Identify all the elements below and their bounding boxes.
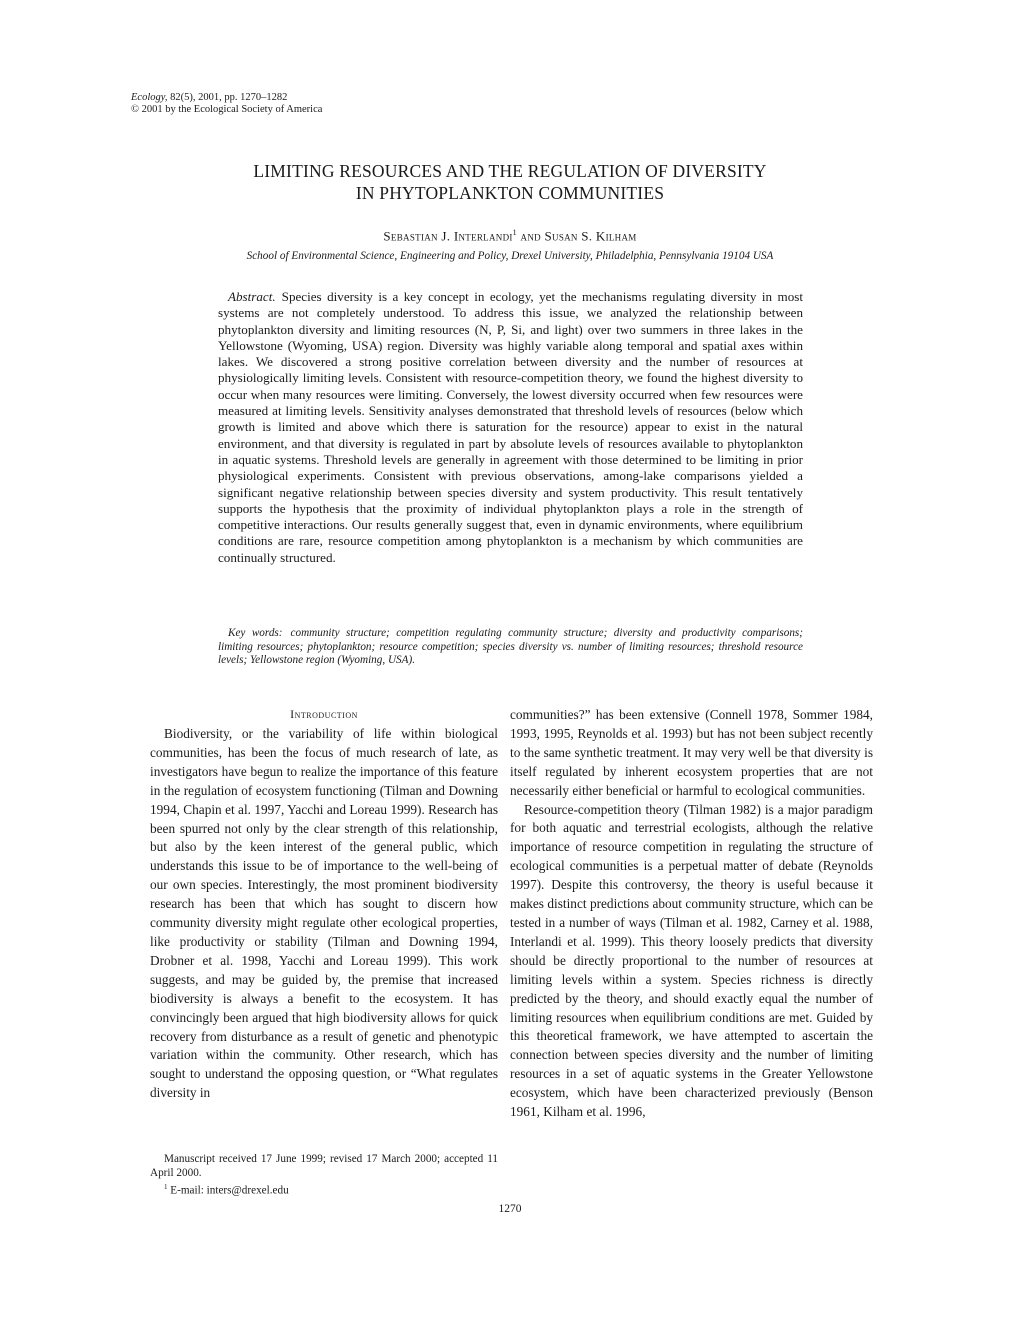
copyright-line: © 2001 by the Ecological Society of America (131, 104, 323, 115)
abstract-label: Abstract. (228, 289, 276, 304)
journal-name: Ecology, (131, 92, 168, 103)
author-2: Susan S. Kilham (544, 228, 637, 244)
section-heading-introduction: Introduction (290, 707, 358, 721)
body-paragraph: Biodiversity, or the variability of life within biological communities, has been the focus of much research of late, as investigators have begun to realize the importance of this feature in the regulation of ecosystem functioning (Tilman and Downing 1994, Chapin et al. 1997, Yacchi and Loreau 1999). Research has been spurred not only by the clear strength of this relationship, but also by the keen interest of the general public, which understands this issue to be of importance to the well-being of our own species. Interestingly, the most prominent biodiversity research has been that which has sought to discern how community diversity might regulate other ecological properties, like productivity or stability (Tilman and Downing 1994, Drobner et al. 1998, Yacchi and Loreau 1999). This work suggests, and may be guided by, the premise that increased biodiversity is always a benefit to the ecosystem. It has convincingly been argued that high biodiversity allows for quick recovery from disturbance as a result of genetic and phenotypic variation within the community. Other research, which has sought to understand the opposing question, or “What regulates diversity in (150, 726, 498, 1101)
author-connector: and (516, 228, 545, 244)
body-paragraph: communities?” has been extensive (Connell 1978, Sommer 1984, 1993, 1995, Reynolds et al. 1993) but has not been subject recently to the same synthetic treatment. It may very well be that diversity is itself regulated by inherent ecosystem properties that are not necessarily either beneficial or harmful to ecological communities. (510, 707, 873, 798)
left-column (150, 706, 498, 1103)
manuscript-dates: Manuscript received 17 June 1999; revised 17 March 2000; accepted 11 April 2000. (150, 1153, 498, 1179)
footnotes (150, 1152, 498, 1198)
journal-citation (131, 92, 322, 104)
author-1: Sebastian J. Interlandi (383, 228, 513, 244)
abstract (218, 289, 803, 566)
keywords (218, 627, 803, 668)
title-line-1: LIMITING RESOURCES AND THE REGULATION OF DIVERSITY (253, 161, 767, 181)
abstract-text: Species diversity is a key concept in ecology, yet the mechanisms regulating diversity in most systems are not completely understood. To address this issue, we analyzed the relationship between phytoplankton diversity and limiting resources (N, P, Si, and light) over two summers in three lakes in the Yellowstone (Wyoming, USA) region. Diversity was highly variable along temporal and spatial axes within lakes. We discovered a strong positive correlation between diversity and the number of resources at physiologically limiting levels. Consistent with resource-competition theory, we found the highest diversity to occur when many resources were limiting. Conversely, the lowest diversity occurred when few resources were measured at limiting levels. Sensitivity analyses demonstrated that threshold levels of resources (below which growth is limited and above which there is saturation for the resource) appear to exist in the natural environment, and that diversity is regulated in part by absolute levels of resources available to phytoplankton in aquatic systems. Threshold levels are generally in agreement with those determined to be limiting in prior physiological experiments. Consistent with previous observations, among-lake comparisons yielded a significant negative relationship between species diversity and system productivity. This result tentatively supports the hypothesis that the proximity of individual phytoplankton plays a role in the strength of competitive interactions. Our results generally suggest that, even in dynamic environments, where equilibrium conditions are rare, resource competition among phytoplankton is a mechanism by which communities are continually structured. (218, 289, 803, 565)
email-footnote-mark: 1 (164, 1183, 168, 1191)
page-number: 1270 (498, 1203, 522, 1215)
keywords-label: Key words: (228, 627, 283, 639)
author-list (0, 228, 1020, 244)
right-column (510, 706, 873, 1122)
email-footnote (150, 1180, 498, 1198)
author-footnote-mark: 1 (512, 228, 517, 237)
journal-citation-header (131, 92, 322, 116)
article-title (0, 160, 1020, 204)
keywords-text: community structure; competition regulating community structure; diversity and productivity comparisons; limiting resources; phytoplankton; resource competition; species diversity vs. number of limiting resources; threshold resource levels; Yellowstone region (Wyoming, USA). (218, 627, 803, 667)
title-line-2: IN PHYTOPLANKTON COMMUNITIES (355, 183, 665, 203)
body-paragraph: Resource-competition theory (Tilman 1982) is a major paradigm for both aquatic and terrestrial ecologists, although the relative importance of resource competition in regulating the structure of ecological communities is a perpetual matter of debate (Reynolds 1997). Despite this controversy, the theory is useful because it makes distinct predictions about community structure, which can be tested in a number of ways (Tilman et al. 1982, Carney et al. 1988, Interlandi et al. 1999). This theory loosely predicts that diversity should be directly proportional to the number of resources at limiting levels within a system. Species richness is directly predicted by the theory, and should exactly equal the number of limiting resources when equilibrium conditions are met. Guided by this theoretical framework, we have attempted to ascertain the connection between species diversity and the number of limiting resources in a set of aquatic systems in the Greater Yellowstone ecosystem, which have been characterized previously (Benson 1961, Kilham et al. 1996, (510, 801, 873, 1120)
email-address: E-mail: inters@drexel.edu (167, 1184, 289, 1197)
volume-pages: 82(5), 2001, pp. 1270–1282 (167, 92, 288, 103)
affiliation: School of Environmental Science, Engineering and Policy, Drexel University, Philadelphia, Pennsylvania 19104 USA (246, 250, 774, 262)
